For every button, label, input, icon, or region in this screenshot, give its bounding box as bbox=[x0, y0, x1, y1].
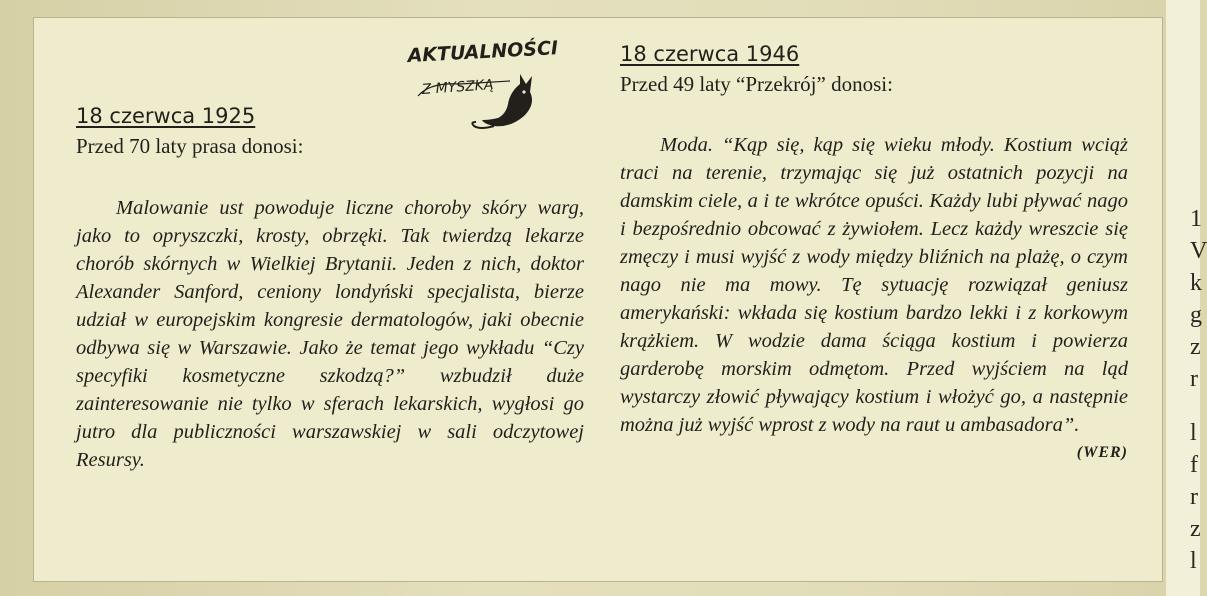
logo-subtitle-text: Z MYSZKĄ bbox=[421, 77, 495, 98]
edge-letter: 1 bbox=[1190, 206, 1202, 232]
edge-letter: z bbox=[1190, 334, 1201, 360]
author-signature: (WER) bbox=[1076, 444, 1128, 461]
edge-letter: r bbox=[1190, 484, 1198, 510]
right-article-body bbox=[620, 131, 1128, 467]
edge-letter: V bbox=[1190, 238, 1207, 264]
aktualnosci-z-myszka-logo bbox=[400, 34, 570, 134]
edge-letter: z bbox=[1190, 516, 1201, 542]
edge-letter: r bbox=[1190, 366, 1198, 392]
right-subtitle: Przed 49 laty “Przekrój” donosi: bbox=[620, 72, 893, 96]
logo-title-text: AKTUALNOŚCI bbox=[407, 37, 559, 67]
edge-letter: l bbox=[1190, 548, 1197, 574]
left-date-heading: 18 czerwca 1925 bbox=[76, 104, 256, 128]
left-subtitle: Przed 70 laty prasa donosi: bbox=[76, 134, 304, 158]
edge-letter: k bbox=[1190, 270, 1202, 296]
edge-letter: f bbox=[1190, 452, 1198, 478]
right-article-text: Moda. “Kąp się, kąp się wieku młody. Kostium wciąż traci na terenie, trzymając się już ostatnich pozycji na damskim ciele, a i te wkrótce opuści. Każdy lubi pływać nago i bezpośrednio obcować z żywiołem. Lecz każdy wreszcie się zmęczy i musi wyjść z wody między bliźnich na plażę, o czym nago nie ma mowy. Tę sytuację rozwiązał geniusz amerykański: wkłada się kostium bardzo lekki i z korkowym krążkiem. W wodzie dama ściąga kostium i powierza garderobę morskim odmętom. Przed wyjściem na ląd wystarczy złowić pływający kostium i włożyć go, a następnie można już wyjść wprost z wody na raut u ambasadora”. bbox=[620, 134, 1128, 436]
edge-letter: g bbox=[1190, 302, 1202, 328]
right-date-heading: 18 czerwca 1946 bbox=[620, 42, 800, 66]
left-article-text: Malowanie ust powoduje liczne choroby skóry warg, jako to opryszczki, krosty, obrzęki. Tak twierdzą lekarze chorób skórnych w Wielkiej Brytanii. Jeden z nich, doktor Alexander Sanford, ceniony londyński specjalista, bierze udział w europejskim kongresie dermatologów, jaki obecnie odbywa się w Warszawie. Jako że temat jego wykładu “Czy specyfiki kosmetyczne szkodzą?” wzbudził duże zainteresowanie nie tylko w sferach lekarskich, wygłosi go jutro dla publiczności warszawskiej w sali odczytowej Resursy. bbox=[76, 197, 584, 471]
edge-letter: l bbox=[1190, 420, 1197, 446]
left-article-body bbox=[76, 194, 584, 474]
